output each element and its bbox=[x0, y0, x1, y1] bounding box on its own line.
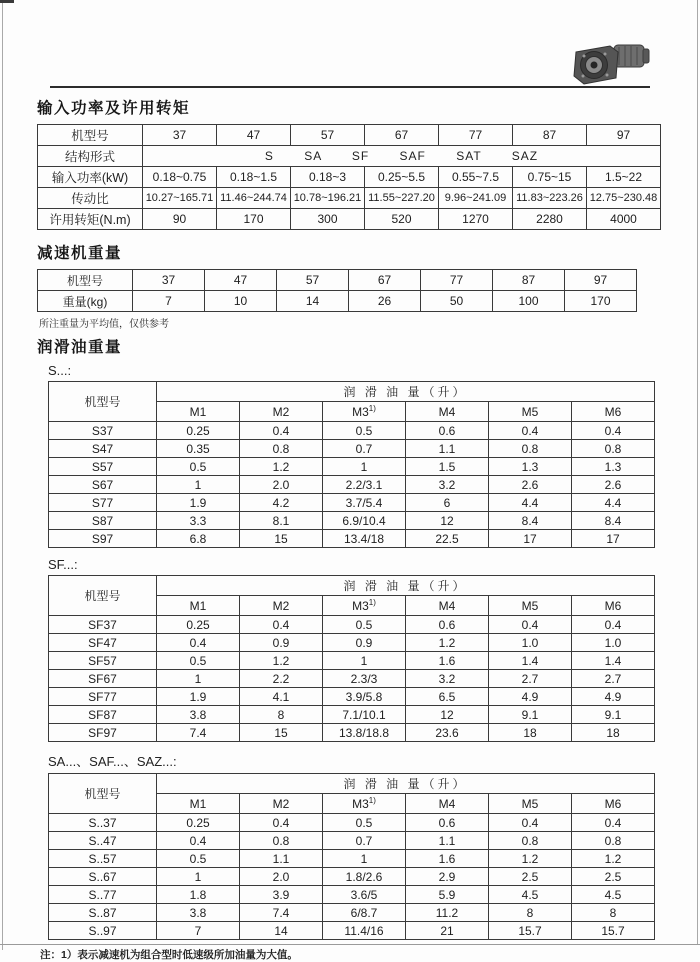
column-header-model: 机型号 bbox=[49, 382, 157, 422]
table-cell: 6.9/10.4 bbox=[323, 512, 406, 530]
row-label: 机型号 bbox=[38, 125, 143, 146]
table-cell: 0.4 bbox=[489, 422, 572, 440]
table-cell: 1.4 bbox=[572, 652, 655, 670]
table-cell: 11.83~223.26 bbox=[513, 188, 587, 209]
column-header-m6: M6 bbox=[572, 794, 655, 814]
table-row bbox=[49, 458, 655, 476]
table-row bbox=[49, 512, 655, 530]
table-row bbox=[49, 382, 655, 402]
table-cell: 170 bbox=[217, 209, 291, 230]
header-rule bbox=[50, 86, 650, 88]
row-label: S67 bbox=[49, 476, 157, 494]
table-cell: 1.6 bbox=[406, 652, 489, 670]
table-cell: 0.6 bbox=[406, 814, 489, 832]
table-row bbox=[38, 291, 637, 312]
table-cell: 18 bbox=[489, 724, 572, 742]
row-label: S77 bbox=[49, 494, 157, 512]
table-cell: 0.35 bbox=[157, 440, 240, 458]
table-row bbox=[49, 530, 655, 548]
table-cell: 17 bbox=[572, 530, 655, 548]
table-cell: 8.4 bbox=[489, 512, 572, 530]
table-cell: 4.9 bbox=[572, 688, 655, 706]
table-cell: 0.5 bbox=[157, 850, 240, 868]
structure-forms-cell: S SA SF SAF SAT SAZ bbox=[143, 146, 661, 167]
row-label: SF87 bbox=[49, 706, 157, 724]
row-label: SF67 bbox=[49, 670, 157, 688]
table-row bbox=[49, 724, 655, 742]
table-row bbox=[49, 652, 655, 670]
table-cell: 3.8 bbox=[157, 706, 240, 724]
table-cell: 0.4 bbox=[489, 616, 572, 634]
table-cell: 0.7 bbox=[323, 832, 406, 850]
table-cell: 8 bbox=[572, 904, 655, 922]
table-cell: 4.4 bbox=[489, 494, 572, 512]
table-cell: 90 bbox=[143, 209, 217, 230]
table-cell: 1.5 bbox=[406, 458, 489, 476]
table-cell: 3.6/5 bbox=[323, 886, 406, 904]
table-row bbox=[38, 125, 661, 146]
column-header-m3 bbox=[323, 596, 406, 616]
column-header-m2: M2 bbox=[240, 596, 323, 616]
table-cell: 0.18~3 bbox=[291, 167, 365, 188]
column-header-m4: M4 bbox=[406, 596, 489, 616]
table-cell: 18 bbox=[572, 724, 655, 742]
table-cell: 1.0 bbox=[572, 634, 655, 652]
column-header-m3-text: M3 bbox=[352, 796, 369, 811]
table-cell: 1 bbox=[157, 476, 240, 494]
table-cell: 1 bbox=[323, 652, 406, 670]
table-row bbox=[49, 706, 655, 724]
table-cell: 100 bbox=[493, 291, 565, 312]
table-cell: 7.1/10.1 bbox=[323, 706, 406, 724]
oil-table-sa bbox=[48, 773, 655, 940]
table-cell: 0.5 bbox=[157, 458, 240, 476]
table-cell: 1.3 bbox=[572, 458, 655, 476]
table-cell: 0.5 bbox=[157, 652, 240, 670]
table-row bbox=[49, 814, 655, 832]
row-label: SF47 bbox=[49, 634, 157, 652]
footnote-marker: 1) bbox=[368, 403, 376, 413]
table-cell: 0.25 bbox=[157, 814, 240, 832]
row-label: 输入功率(kW) bbox=[38, 167, 143, 188]
row-label: 重量(kg) bbox=[38, 291, 133, 312]
table-cell: 0.4 bbox=[489, 814, 572, 832]
table-cell: 1.3 bbox=[489, 458, 572, 476]
table-cell: 10.27~165.71 bbox=[143, 188, 217, 209]
table-cell: 11.55~227.20 bbox=[365, 188, 439, 209]
table-row bbox=[49, 440, 655, 458]
table-cell: 4.9 bbox=[489, 688, 572, 706]
table-cell: 0.75~15 bbox=[513, 167, 587, 188]
table-row bbox=[38, 188, 661, 209]
row-label: S..97 bbox=[49, 922, 157, 940]
page-footnote: 注：1）表示减速机为组合型时低速级所加油量为大值。 bbox=[40, 949, 298, 961]
column-header-m6: M6 bbox=[572, 596, 655, 616]
table-cell: 1.2 bbox=[489, 850, 572, 868]
table-cell: 3.3 bbox=[157, 512, 240, 530]
table-cell: 6.5 bbox=[406, 688, 489, 706]
table-row bbox=[49, 922, 655, 940]
table-cell: 1270 bbox=[439, 209, 513, 230]
table-cell: 1.2 bbox=[572, 850, 655, 868]
table-cell: 2.6 bbox=[489, 476, 572, 494]
table-cell: 1.0 bbox=[489, 634, 572, 652]
table-cell: 1 bbox=[157, 670, 240, 688]
column-header-m3 bbox=[323, 794, 406, 814]
table-cell: 4.4 bbox=[572, 494, 655, 512]
oil-table-s bbox=[48, 381, 655, 548]
section-title-weight: 减速机重量 bbox=[37, 245, 123, 262]
table-cell: 11.2 bbox=[406, 904, 489, 922]
table-cell: 0.8 bbox=[489, 832, 572, 850]
table-cell: 0.4 bbox=[157, 634, 240, 652]
weight-note: 所注重量为平均值，仅供参考 bbox=[39, 319, 169, 330]
table-cell: 97 bbox=[565, 270, 637, 291]
row-label: SF77 bbox=[49, 688, 157, 706]
table-cell: 0.5 bbox=[323, 422, 406, 440]
table-cell: 8.4 bbox=[572, 512, 655, 530]
table-cell: 11.46~244.74 bbox=[217, 188, 291, 209]
table-cell: 0.8 bbox=[240, 832, 323, 850]
section-title-input-power: 输入功率及许用转矩 bbox=[37, 100, 191, 117]
column-header-m6: M6 bbox=[572, 402, 655, 422]
table-row bbox=[49, 904, 655, 922]
row-label: 结构形式 bbox=[38, 146, 143, 167]
table-cell: 1 bbox=[323, 458, 406, 476]
table-cell: 6.8 bbox=[157, 530, 240, 548]
row-label: SF97 bbox=[49, 724, 157, 742]
oil-table-label-sf: SF...: bbox=[48, 557, 78, 572]
page-content bbox=[37, 96, 663, 962]
table-row bbox=[49, 670, 655, 688]
table-cell: 77 bbox=[421, 270, 493, 291]
column-group-header-oil: 润 滑 油 量（升） bbox=[157, 774, 655, 794]
table-cell: 2.7 bbox=[572, 670, 655, 688]
column-header-model: 机型号 bbox=[49, 774, 157, 814]
table-cell: 0.4 bbox=[240, 814, 323, 832]
gearmotor-photo bbox=[570, 38, 654, 86]
table-cell: 0.18~1.5 bbox=[217, 167, 291, 188]
column-header-m2: M2 bbox=[240, 402, 323, 422]
table-cell: 9.1 bbox=[572, 706, 655, 724]
table-cell: 3.2 bbox=[406, 476, 489, 494]
table-cell: 77 bbox=[439, 125, 513, 146]
table-cell: 6/8.7 bbox=[323, 904, 406, 922]
table-cell: 6 bbox=[406, 494, 489, 512]
column-header-m1: M1 bbox=[157, 794, 240, 814]
table-row bbox=[49, 774, 655, 794]
table-cell: 2.6 bbox=[572, 476, 655, 494]
column-header-m4: M4 bbox=[406, 794, 489, 814]
table-cell: 2.9 bbox=[406, 868, 489, 886]
row-label: S37 bbox=[49, 422, 157, 440]
table-cell: 47 bbox=[217, 125, 291, 146]
table-cell: 10 bbox=[205, 291, 277, 312]
table-cell: 21 bbox=[406, 922, 489, 940]
table-cell: 0.4 bbox=[240, 616, 323, 634]
table-cell: 2.3/3 bbox=[323, 670, 406, 688]
table-row bbox=[38, 146, 661, 167]
column-header-m2: M2 bbox=[240, 794, 323, 814]
table-cell: 8 bbox=[489, 904, 572, 922]
table-cell: 0.6 bbox=[406, 422, 489, 440]
table-cell: 1.5~22 bbox=[587, 167, 661, 188]
table-cell: 3.8 bbox=[157, 904, 240, 922]
table-cell: 7 bbox=[157, 922, 240, 940]
column-header-m5: M5 bbox=[489, 596, 572, 616]
table-cell: 0.25~5.5 bbox=[365, 167, 439, 188]
table-cell: 47 bbox=[205, 270, 277, 291]
row-label: S87 bbox=[49, 512, 157, 530]
row-label: S97 bbox=[49, 530, 157, 548]
table-cell: 67 bbox=[349, 270, 421, 291]
table-cell: 1.8 bbox=[157, 886, 240, 904]
table-cell: 170 bbox=[565, 291, 637, 312]
table-cell: 1.2 bbox=[406, 634, 489, 652]
table-cell: 1 bbox=[157, 868, 240, 886]
table-cell: 8.1 bbox=[240, 512, 323, 530]
row-label: S..37 bbox=[49, 814, 157, 832]
column-header-m5: M5 bbox=[489, 794, 572, 814]
row-label: S..77 bbox=[49, 886, 157, 904]
table-cell: 26 bbox=[349, 291, 421, 312]
table-cell: 4.2 bbox=[240, 494, 323, 512]
table-cell: 0.7 bbox=[323, 440, 406, 458]
oil-table-sf bbox=[48, 575, 655, 742]
table-row bbox=[49, 850, 655, 868]
table-cell: 2.2 bbox=[240, 670, 323, 688]
table-cell: 15 bbox=[240, 530, 323, 548]
table-row bbox=[49, 616, 655, 634]
table-cell: 3.2 bbox=[406, 670, 489, 688]
table-row bbox=[49, 886, 655, 904]
table-cell: 3.7/5.4 bbox=[323, 494, 406, 512]
table-row bbox=[49, 634, 655, 652]
column-header-m3-text: M3 bbox=[352, 598, 369, 613]
column-header-m1: M1 bbox=[157, 402, 240, 422]
table-cell: 1.9 bbox=[157, 688, 240, 706]
table-cell: 8 bbox=[240, 706, 323, 724]
table-cell: 1.4 bbox=[489, 652, 572, 670]
oil-table-label-sa: SA...、SAF...、SAZ...: bbox=[48, 754, 177, 769]
table-cell: 2.7 bbox=[489, 670, 572, 688]
table-cell: 0.9 bbox=[240, 634, 323, 652]
table-cell: 67 bbox=[365, 125, 439, 146]
column-group-header-oil: 润 滑 油 量（升） bbox=[157, 576, 655, 596]
table-cell: 14 bbox=[240, 922, 323, 940]
table-cell: 5.9 bbox=[406, 886, 489, 904]
table-cell: 17 bbox=[489, 530, 572, 548]
table-cell: 0.18~0.75 bbox=[143, 167, 217, 188]
table-cell: 0.5 bbox=[323, 814, 406, 832]
section-title-oil: 润滑油重量 bbox=[37, 339, 123, 356]
column-header-m3 bbox=[323, 402, 406, 422]
row-label: SF57 bbox=[49, 652, 157, 670]
column-group-header-oil: 润 滑 油 量（升） bbox=[157, 382, 655, 402]
table-row bbox=[49, 422, 655, 440]
table-cell: 1.1 bbox=[406, 832, 489, 850]
column-header-m1: M1 bbox=[157, 596, 240, 616]
table-cell: 12 bbox=[406, 512, 489, 530]
table-cell: 50 bbox=[421, 291, 493, 312]
table-cell: 9.1 bbox=[489, 706, 572, 724]
row-label: S57 bbox=[49, 458, 157, 476]
table-cell: 2.5 bbox=[572, 868, 655, 886]
table-cell: 0.8 bbox=[489, 440, 572, 458]
table-cell: 13.8/18.8 bbox=[323, 724, 406, 742]
table-cell: 13.4/18 bbox=[323, 530, 406, 548]
table-cell: 520 bbox=[365, 209, 439, 230]
table-cell: 0.8 bbox=[572, 832, 655, 850]
table-cell: 0.55~7.5 bbox=[439, 167, 513, 188]
page-border-right bbox=[697, 0, 698, 944]
table-cell: 4.5 bbox=[489, 886, 572, 904]
table-row bbox=[49, 832, 655, 850]
table-cell: 0.8 bbox=[572, 440, 655, 458]
table-row bbox=[49, 688, 655, 706]
table-cell: 0.9 bbox=[323, 634, 406, 652]
table-cell: 12.75~230.48 bbox=[587, 188, 661, 209]
table-cell: 15.7 bbox=[489, 922, 572, 940]
table-cell: 2.0 bbox=[240, 868, 323, 886]
table-cell: 2280 bbox=[513, 209, 587, 230]
table-cell: 300 bbox=[291, 209, 365, 230]
table-row bbox=[49, 868, 655, 886]
table-cell: 1.6 bbox=[406, 850, 489, 868]
table-cell: 1.2 bbox=[240, 652, 323, 670]
table-cell: 4000 bbox=[587, 209, 661, 230]
table-cell: 7.4 bbox=[157, 724, 240, 742]
table-cell: 1.9 bbox=[157, 494, 240, 512]
table-cell: 0.5 bbox=[323, 616, 406, 634]
table-cell: 1.1 bbox=[240, 850, 323, 868]
table-cell: 2.2/3.1 bbox=[323, 476, 406, 494]
table-cell: 0.4 bbox=[572, 814, 655, 832]
table-row bbox=[38, 209, 661, 230]
table-cell: 2.0 bbox=[240, 476, 323, 494]
table-cell: 10.78~196.21 bbox=[291, 188, 365, 209]
table-cell: 37 bbox=[143, 125, 217, 146]
row-label: 传动比 bbox=[38, 188, 143, 209]
table-cell: 57 bbox=[291, 125, 365, 146]
table-cell: 0.6 bbox=[406, 616, 489, 634]
table-cell: 1.1 bbox=[406, 440, 489, 458]
column-header-m4: M4 bbox=[406, 402, 489, 422]
row-label: 许用转矩(N.m) bbox=[38, 209, 143, 230]
row-label: S..47 bbox=[49, 832, 157, 850]
column-header-m5: M5 bbox=[489, 402, 572, 422]
power-torque-table bbox=[37, 124, 661, 230]
table-cell: 1.2 bbox=[240, 458, 323, 476]
table-cell: 7 bbox=[133, 291, 205, 312]
table-cell: 9.96~241.09 bbox=[439, 188, 513, 209]
table-cell: 4.5 bbox=[572, 886, 655, 904]
table-cell: 3.9 bbox=[240, 886, 323, 904]
table-row bbox=[49, 576, 655, 596]
row-label: 机型号 bbox=[38, 270, 133, 291]
table-cell: 1 bbox=[323, 850, 406, 868]
column-header-model: 机型号 bbox=[49, 576, 157, 616]
table-cell: 0.25 bbox=[157, 616, 240, 634]
row-label: S..57 bbox=[49, 850, 157, 868]
footnote-marker: 1) bbox=[368, 597, 376, 607]
table-cell: 2.5 bbox=[489, 868, 572, 886]
row-label: S..87 bbox=[49, 904, 157, 922]
table-row bbox=[38, 167, 661, 188]
table-cell: 11.4/16 bbox=[323, 922, 406, 940]
table-cell: 4.1 bbox=[240, 688, 323, 706]
column-header-m3-text: M3 bbox=[352, 404, 369, 419]
table-cell: 3.9/5.8 bbox=[323, 688, 406, 706]
table-cell: 87 bbox=[493, 270, 565, 291]
table-cell: 15.7 bbox=[572, 922, 655, 940]
table-cell: 57 bbox=[277, 270, 349, 291]
table-cell: 0.4 bbox=[240, 422, 323, 440]
table-cell: 0.25 bbox=[157, 422, 240, 440]
page-border-left bbox=[2, 0, 3, 950]
table-cell: 7.4 bbox=[240, 904, 323, 922]
table-row bbox=[49, 494, 655, 512]
table-cell: 0.4 bbox=[572, 422, 655, 440]
oil-table-label-s: S...: bbox=[48, 363, 72, 378]
scan-artifact-mark bbox=[0, 0, 14, 3]
table-cell: 1.8/2.6 bbox=[323, 868, 406, 886]
table-cell: 37 bbox=[133, 270, 205, 291]
table-cell: 97 bbox=[587, 125, 661, 146]
table-cell: 87 bbox=[513, 125, 587, 146]
table-cell: 23.6 bbox=[406, 724, 489, 742]
row-label: SF37 bbox=[49, 616, 157, 634]
table-row bbox=[38, 270, 637, 291]
table-cell: 0.8 bbox=[240, 440, 323, 458]
table-cell: 22.5 bbox=[406, 530, 489, 548]
footnote-marker: 1) bbox=[368, 795, 376, 805]
table-cell: 0.4 bbox=[157, 832, 240, 850]
table-cell: 12 bbox=[406, 706, 489, 724]
table-cell: 0.4 bbox=[572, 616, 655, 634]
row-label: S..67 bbox=[49, 868, 157, 886]
table-cell: 14 bbox=[277, 291, 349, 312]
table-cell: 15 bbox=[240, 724, 323, 742]
weight-table bbox=[37, 269, 637, 312]
table-row bbox=[49, 476, 655, 494]
row-label: S47 bbox=[49, 440, 157, 458]
